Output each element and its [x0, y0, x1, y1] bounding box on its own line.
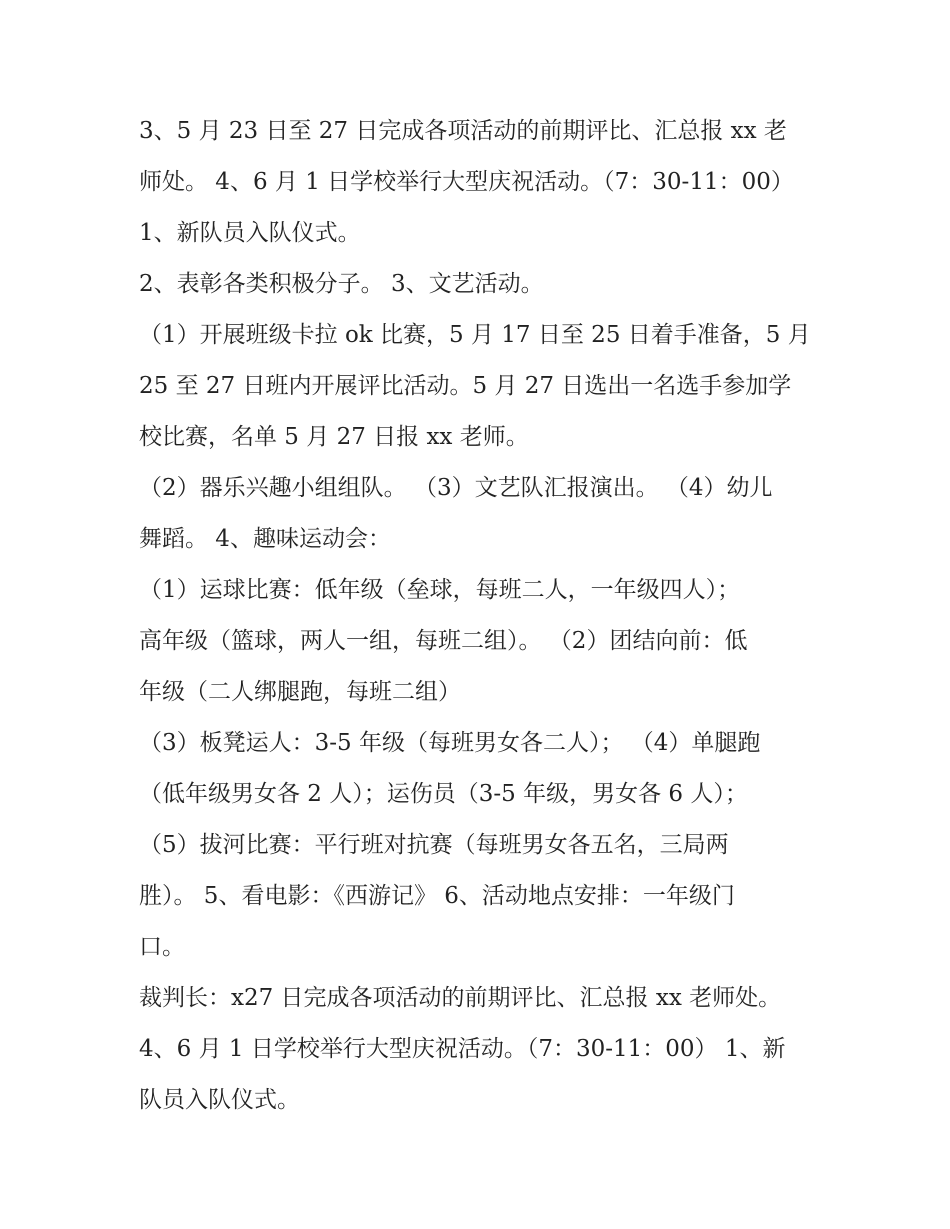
text-line-13: （3）板凳运人：3-5 年级（每班男女各二人）； （4）单腿跑: [139, 730, 761, 756]
text-line-3: 1、新队员入队仪式。: [139, 220, 361, 246]
text-line-14: （低年级男女各 2 人）；运伤员（3-5 年级，男女各 6 人）；: [139, 781, 748, 807]
document-body: [139, 112, 829, 1132]
text-line-12: 年级（二人绑腿跑，每班二组）: [139, 679, 461, 705]
text-line-4: 2、表彰各类积极分子。 3、文艺活动。: [139, 271, 544, 297]
text-line-18: 裁判长：x27 日完成各项活动的前期评比、汇总报 xx 老师处。: [139, 985, 782, 1011]
text-line-15: （5）拔河比赛：平行班对抗赛（每班男女各五名，三局两: [139, 832, 729, 858]
text-line-11: 高年级（篮球，两人一组，每班二组）。 （2）团结向前：低: [139, 628, 748, 654]
text-line-20: 队员入队仪式。: [139, 1087, 300, 1113]
text-line-1: 3、5 月 23 日至 27 日完成各项活动的前期评比、汇总报 xx 老: [139, 118, 787, 144]
text-line-10: （1）运球比赛：低年级（垒球，每班二人，一年级四人）；: [139, 577, 741, 603]
text-line-17: 口。: [139, 934, 185, 960]
text-line-19: 4、6 月 1 日学校举行大型庆祝活动。（7：30-11：00） 1、新: [139, 1036, 786, 1062]
text-line-16: 胜）。 5、看电影：《西游记》 6、活动地点安排：一年级门: [139, 883, 735, 909]
text-line-6: 25 至 27 日班内开展评比活动。5 月 27 日选出一名选手参加学: [139, 373, 792, 399]
text-line-9: 舞蹈。 4、趣味运动会：: [139, 526, 391, 552]
text-line-7: 校比赛，名单 5 月 27 日报 xx 老师。: [139, 424, 529, 450]
text-line-2: 师处。 4、6 月 1 日学校举行大型庆祝活动。（7：30-11：00）: [139, 169, 794, 195]
text-line-8: （2）器乐兴趣小组组队。 （3）文艺队汇报演出。 （4）幼儿: [139, 475, 773, 501]
text-line-5: （1）开展班级卡拉 ok 比赛，5 月 17 日至 25 日着手准备，5 月: [139, 322, 811, 348]
